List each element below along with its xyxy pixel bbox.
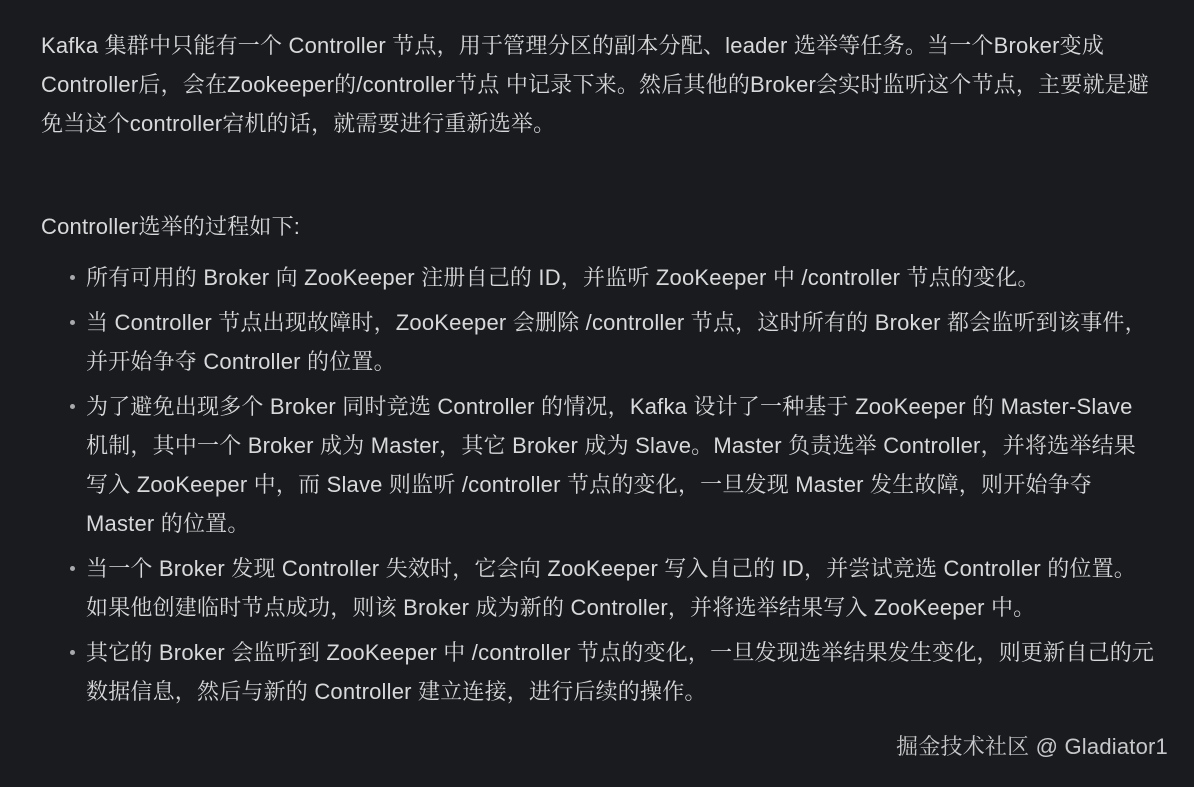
list-item-text: 其它的 Broker 会监听到 ZooKeeper 中 /controller 节点的变化，一旦发现选举结果发生变化，则更新自己的元数据信息，然后与新的 Controller 建立连接，进行后续的操作。 <box>86 640 1155 704</box>
list-item <box>41 387 1156 543</box>
list-item <box>41 633 1156 711</box>
bullet-icon <box>70 275 75 280</box>
list-item <box>41 258 1156 297</box>
list-item <box>41 303 1156 381</box>
list-heading: Controller选举的过程如下: <box>41 214 301 239</box>
controller-election-steps <box>41 258 1156 711</box>
bullet-icon <box>70 650 75 655</box>
list-item-text: 所有可用的 Broker 向 ZooKeeper 注册自己的 ID，并监听 ZooKeeper 中 /controller 节点的变化。 <box>86 265 1040 290</box>
bullet-icon <box>70 566 75 571</box>
list-item-text: 当一个 Broker 发现 Controller 失效时，它会向 ZooKeeper 写入自己的 ID，并尝试竞选 Controller 的位置。如果他创建临时节点成功，则该 Broker 成为新的 Controller，并将选举结果写入 ZooKeeper 中。 <box>86 556 1136 620</box>
list-item <box>41 549 1156 627</box>
watermark: 掘金技术社区 @ Gladiator1 <box>896 734 1168 759</box>
list-item-text: 为了避免出现多个 Broker 同时竞选 Controller 的情况，Kafka 设计了一种基于 ZooKeeper 的 Master-Slave 机制，其中一个 Broker 成为 Master，其它 Broker 成为 Slave。Master 负责选举 Controller，并将选举结果写入 ZooKeeper 中，而 Slave 则监听 /controller 节点的变化，一旦发现 Master 发生故障，则开始争夺 Master 的位置。 <box>86 394 1136 536</box>
bullet-icon <box>70 320 75 325</box>
intro-paragraph: Kafka 集群中只能有一个 Controller 节点，用于管理分区的副本分配、leader 选举等任务。当一个Broker变成Controller后，会在Zookeeper的/controller节点 中记录下来。然后其他的Broker会实时监听这个节点，主要就是避免当这个controller宕机的话，就需要进行重新选举。 <box>41 33 1150 136</box>
list-item-text: 当 Controller 节点出现故障时，ZooKeeper 会删除 /controller 节点，这时所有的 Broker 都会监听到该事件，并开始争夺 Controller 的位置。 <box>86 310 1147 374</box>
bullet-icon <box>70 404 75 409</box>
